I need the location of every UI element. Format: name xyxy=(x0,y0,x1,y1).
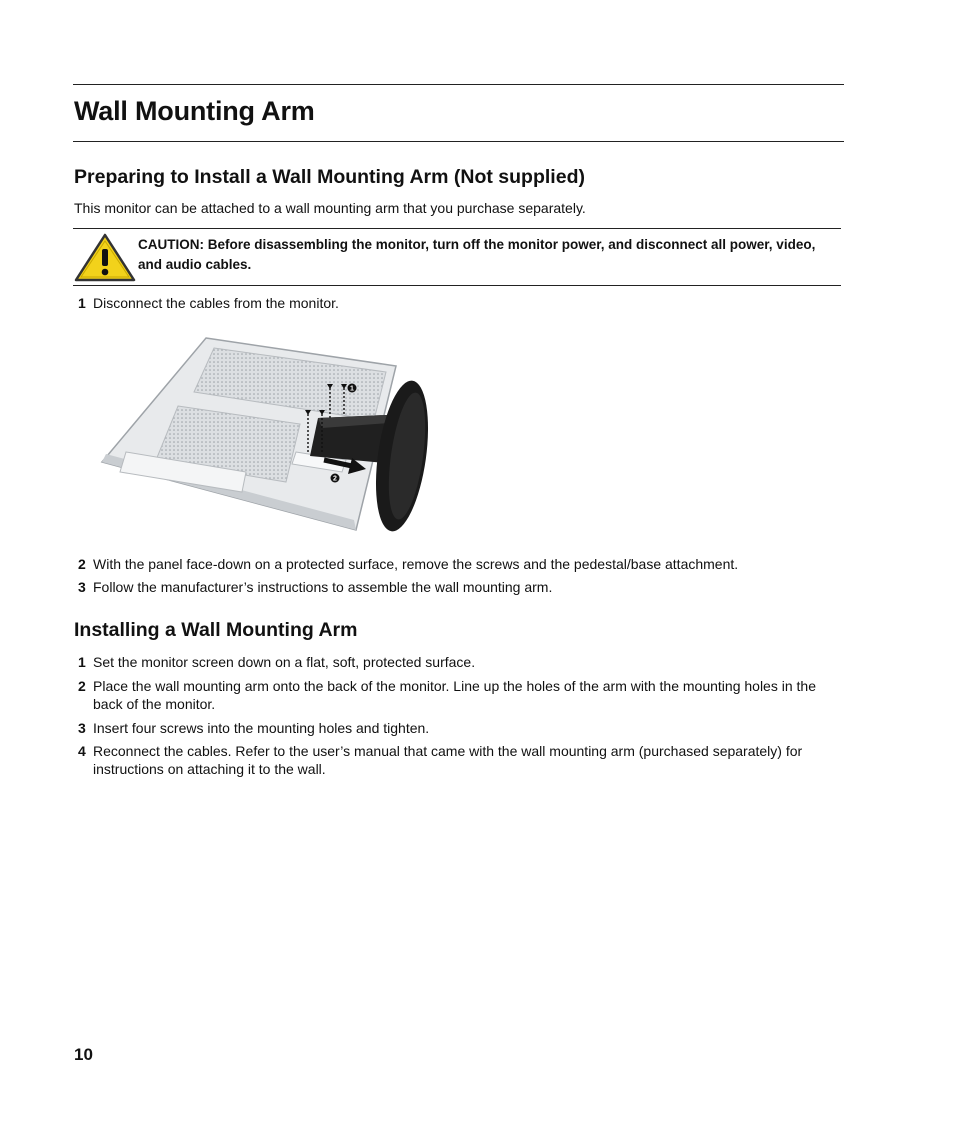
top-rule xyxy=(73,84,844,85)
step-text: Insert four screws into the mounting holes and tighten. xyxy=(93,720,430,736)
section-intro: This monitor can be attached to a wall mounting arm that you purchase separately. xyxy=(74,200,586,216)
step-text: Set the monitor screen down on a flat, soft, protected surface. xyxy=(93,654,476,670)
step-text: Place the wall mounting arm onto the back of the monitor. Line up the holes of the arm with the mounting holes in the back of the monitor. xyxy=(93,678,816,712)
step-text: With the panel face-down on a protected surface, remove the screws and the pedestal/base attachment. xyxy=(93,556,739,572)
step-item xyxy=(78,555,843,573)
step-number: 3 xyxy=(78,579,86,595)
step-number: 4 xyxy=(78,743,86,759)
warning-triangle-icon xyxy=(74,232,136,282)
monitor-disassembly-illustration xyxy=(96,332,436,534)
page-title: Wall Mounting Arm xyxy=(74,96,315,126)
step-item xyxy=(78,742,843,778)
step-text: Follow the manufacturer’s instructions to assemble the wall mounting arm. xyxy=(93,579,553,595)
step-number: 1 xyxy=(78,295,86,311)
section-heading-preparing: Preparing to Install a Wall Mounting Arm (Not supplied) xyxy=(74,166,585,188)
step-item xyxy=(78,653,843,671)
caution-box xyxy=(73,228,841,286)
step-item xyxy=(78,294,843,312)
step-item xyxy=(78,578,843,596)
step-item xyxy=(78,719,843,737)
step-text: Reconnect the cables. Refer to the user’s manual that came with the wall mounting arm (purchased separately) for instructions on attaching it to the wall. xyxy=(93,743,803,777)
step-text: Disconnect the cables from the monitor. xyxy=(93,295,339,311)
figure-callout-2-label: 2 xyxy=(333,475,337,483)
section-heading-installing: Installing a Wall Mounting Arm xyxy=(74,619,358,641)
step-number: 3 xyxy=(78,720,86,736)
figure-callout-1-label: 1 xyxy=(350,385,354,393)
page-number: 10 xyxy=(74,1045,93,1064)
step-number: 1 xyxy=(78,654,86,670)
step-item xyxy=(78,677,843,713)
step-number: 2 xyxy=(78,678,86,694)
caution-text: CAUTION: Before disassembling the monitor, turn off the monitor power, and disconnect all power, video, and audio cables. xyxy=(138,237,816,272)
title-rule xyxy=(73,141,844,142)
step-number: 2 xyxy=(78,556,86,572)
